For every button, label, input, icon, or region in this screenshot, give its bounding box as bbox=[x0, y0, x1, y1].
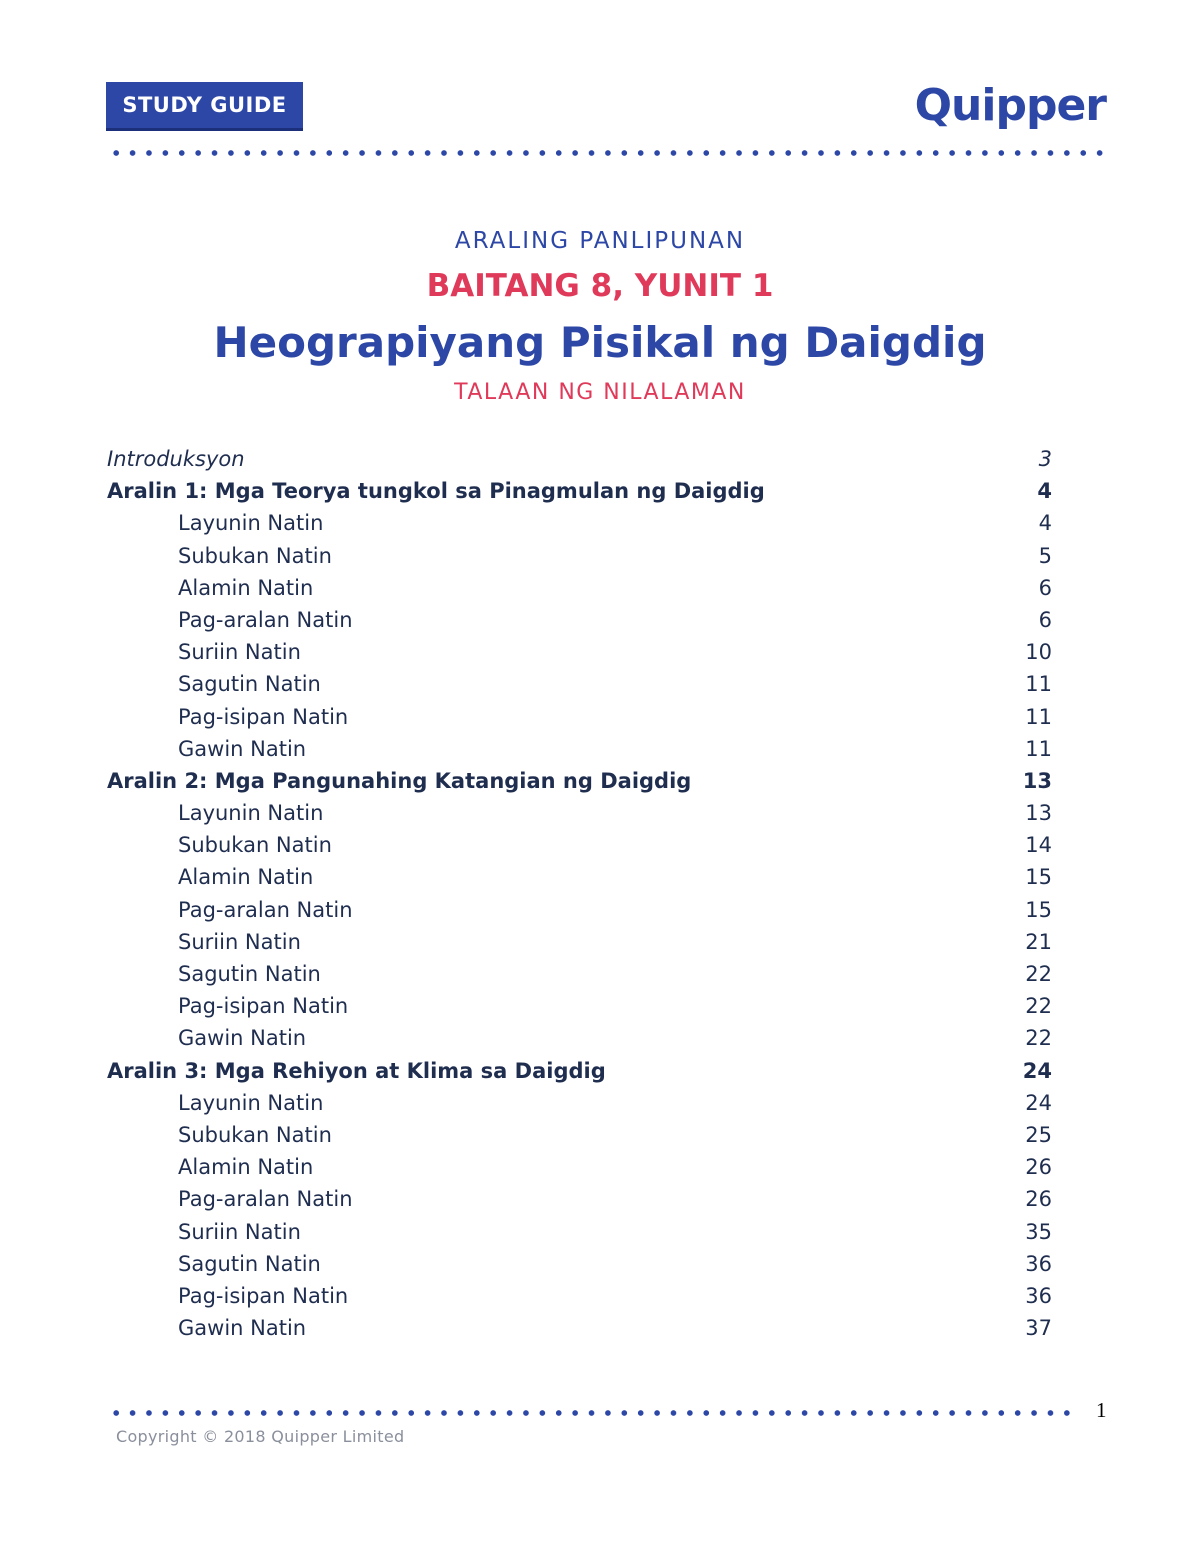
toc-entry-page: 26 bbox=[1025, 1155, 1052, 1180]
toc-entry-page: 11 bbox=[1025, 672, 1052, 697]
toc-entry-label: Subukan Natin bbox=[178, 833, 332, 858]
toc-entry-label: Aralin 3: Mga Rehiyon at Klima sa Daigdig bbox=[107, 1058, 606, 1083]
toc-row[interactable] bbox=[107, 990, 1052, 1022]
toc-entry-label: Aralin 1: Mga Teorya tungkol sa Pinagmulan ng Daigdig bbox=[107, 479, 765, 504]
toc-entry-page: 22 bbox=[1025, 1026, 1052, 1051]
toc-row[interactable] bbox=[107, 1312, 1052, 1344]
toc-row[interactable] bbox=[107, 894, 1052, 926]
toc-entry-page: 6 bbox=[1038, 607, 1052, 632]
toc-entry-label: Gawin Natin bbox=[178, 1316, 307, 1341]
toc-row[interactable] bbox=[107, 861, 1052, 893]
toc-entry-page: 36 bbox=[1025, 1283, 1052, 1308]
toc-entry-page: 26 bbox=[1025, 1187, 1052, 1212]
toc-row[interactable] bbox=[107, 926, 1052, 958]
toc-row[interactable] bbox=[107, 1248, 1052, 1280]
toc-row[interactable] bbox=[107, 1087, 1052, 1119]
toc-row[interactable] bbox=[107, 829, 1052, 861]
toc-row-lesson-1[interactable] bbox=[107, 475, 1052, 507]
toc-entry-label: Subukan Natin bbox=[178, 1122, 332, 1147]
toc-entry-page: 4 bbox=[1038, 511, 1052, 536]
toc-row[interactable] bbox=[107, 1280, 1052, 1312]
toc-entry-label: Pag-aralan Natin bbox=[178, 607, 353, 632]
toc-row[interactable] bbox=[107, 958, 1052, 990]
toc-entry-page: 13 bbox=[1022, 768, 1052, 793]
toc-entry-label: Suriin Natin bbox=[178, 929, 301, 954]
toc-entry-page: 15 bbox=[1025, 897, 1052, 922]
toc-entry-page: 35 bbox=[1025, 1219, 1052, 1244]
toc-row[interactable] bbox=[107, 636, 1052, 668]
toc-entry-page: 24 bbox=[1022, 1058, 1052, 1083]
study-guide-badge: STUDY GUIDE bbox=[106, 82, 303, 131]
dotted-divider-top bbox=[108, 150, 1108, 156]
toc-entry-page: 14 bbox=[1025, 833, 1052, 858]
toc-entry-label: Alamin Natin bbox=[178, 575, 314, 600]
toc-heading: TALAAN NG NILALAMAN bbox=[454, 380, 746, 405]
toc-entry-page: 21 bbox=[1025, 929, 1052, 954]
toc-entry-label: Sagutin Natin bbox=[178, 1251, 321, 1276]
toc-entry-page: 36 bbox=[1025, 1251, 1052, 1276]
toc-entry-label: Pag-isipan Natin bbox=[178, 994, 349, 1019]
toc-row[interactable] bbox=[107, 507, 1052, 539]
toc-row[interactable] bbox=[107, 1151, 1052, 1183]
toc-entry-label: Introduksyon bbox=[107, 447, 245, 471]
table-of-contents bbox=[107, 443, 1052, 1344]
toc-row[interactable] bbox=[107, 1216, 1052, 1248]
toc-entry-page: 6 bbox=[1038, 575, 1052, 600]
toc-entry-label: Aralin 2: Mga Pangunahing Katangian ng Daigdig bbox=[107, 768, 692, 793]
toc-entry-page: 3 bbox=[1038, 447, 1052, 471]
toc-row[interactable] bbox=[107, 668, 1052, 700]
toc-entry-page: 25 bbox=[1025, 1122, 1052, 1147]
subject-heading: ARALING PANLIPUNAN bbox=[454, 228, 746, 254]
toc-entry-label: Pag-isipan Natin bbox=[178, 704, 349, 729]
toc-entry-label: Gawin Natin bbox=[178, 1026, 307, 1051]
toc-row[interactable] bbox=[107, 604, 1052, 636]
toc-entry-label: Layunin Natin bbox=[178, 511, 324, 536]
toc-entry-label: Sagutin Natin bbox=[178, 962, 321, 986]
toc-entry-label: Alamin Natin bbox=[178, 865, 314, 890]
toc-entry-label: Sagutin Natin bbox=[178, 672, 321, 697]
toc-entry-label: Subukan Natin bbox=[178, 543, 332, 568]
toc-entry-label: Gawin Natin bbox=[178, 736, 307, 761]
toc-entry-label: Suriin Natin bbox=[178, 1219, 301, 1244]
quipper-logo: Quipper bbox=[914, 80, 1106, 131]
toc-entry-page: 15 bbox=[1025, 865, 1052, 890]
page-number: 1 bbox=[1096, 1398, 1107, 1422]
toc-row-lesson-2[interactable] bbox=[107, 765, 1052, 797]
toc-row[interactable] bbox=[107, 540, 1052, 572]
toc-entry-page: 11 bbox=[1025, 736, 1052, 761]
toc-row[interactable] bbox=[107, 572, 1052, 604]
toc-entry-page: 22 bbox=[1025, 962, 1052, 986]
toc-row-lesson-3[interactable] bbox=[107, 1055, 1052, 1087]
toc-row[interactable] bbox=[107, 1119, 1052, 1151]
toc-row-intro[interactable] bbox=[107, 443, 1052, 475]
toc-entry-page: 13 bbox=[1025, 801, 1052, 826]
toc-entry-page: 37 bbox=[1025, 1316, 1052, 1341]
copyright-notice: Copyright © 2018 Quipper Limited bbox=[116, 1427, 405, 1446]
page-title: Heograpiyang Pisikal ng Daigdig bbox=[213, 318, 987, 367]
toc-entry-page: 10 bbox=[1025, 640, 1052, 665]
toc-row[interactable] bbox=[107, 1022, 1052, 1054]
toc-row[interactable] bbox=[107, 1183, 1052, 1215]
toc-entry-page: 11 bbox=[1025, 704, 1052, 729]
toc-entry-label: Pag-isipan Natin bbox=[178, 1283, 349, 1308]
grade-unit-heading: BAITANG 8, YUNIT 1 bbox=[426, 268, 774, 304]
toc-entry-page: 5 bbox=[1038, 543, 1052, 568]
toc-entry-page: 4 bbox=[1037, 479, 1052, 504]
toc-entry-label: Layunin Natin bbox=[178, 1090, 324, 1115]
toc-row[interactable] bbox=[107, 797, 1052, 829]
toc-entry-label: Suriin Natin bbox=[178, 640, 301, 665]
toc-entry-label: Layunin Natin bbox=[178, 801, 324, 826]
toc-row[interactable] bbox=[107, 701, 1052, 733]
toc-entry-label: Pag-aralan Natin bbox=[178, 1187, 353, 1212]
toc-entry-label: Alamin Natin bbox=[178, 1155, 314, 1180]
toc-entry-label: Pag-aralan Natin bbox=[178, 897, 353, 922]
dotted-divider-bottom bbox=[108, 1410, 1074, 1416]
toc-entry-page: 24 bbox=[1025, 1090, 1052, 1115]
toc-row[interactable] bbox=[107, 733, 1052, 765]
toc-entry-page: 22 bbox=[1025, 994, 1052, 1019]
